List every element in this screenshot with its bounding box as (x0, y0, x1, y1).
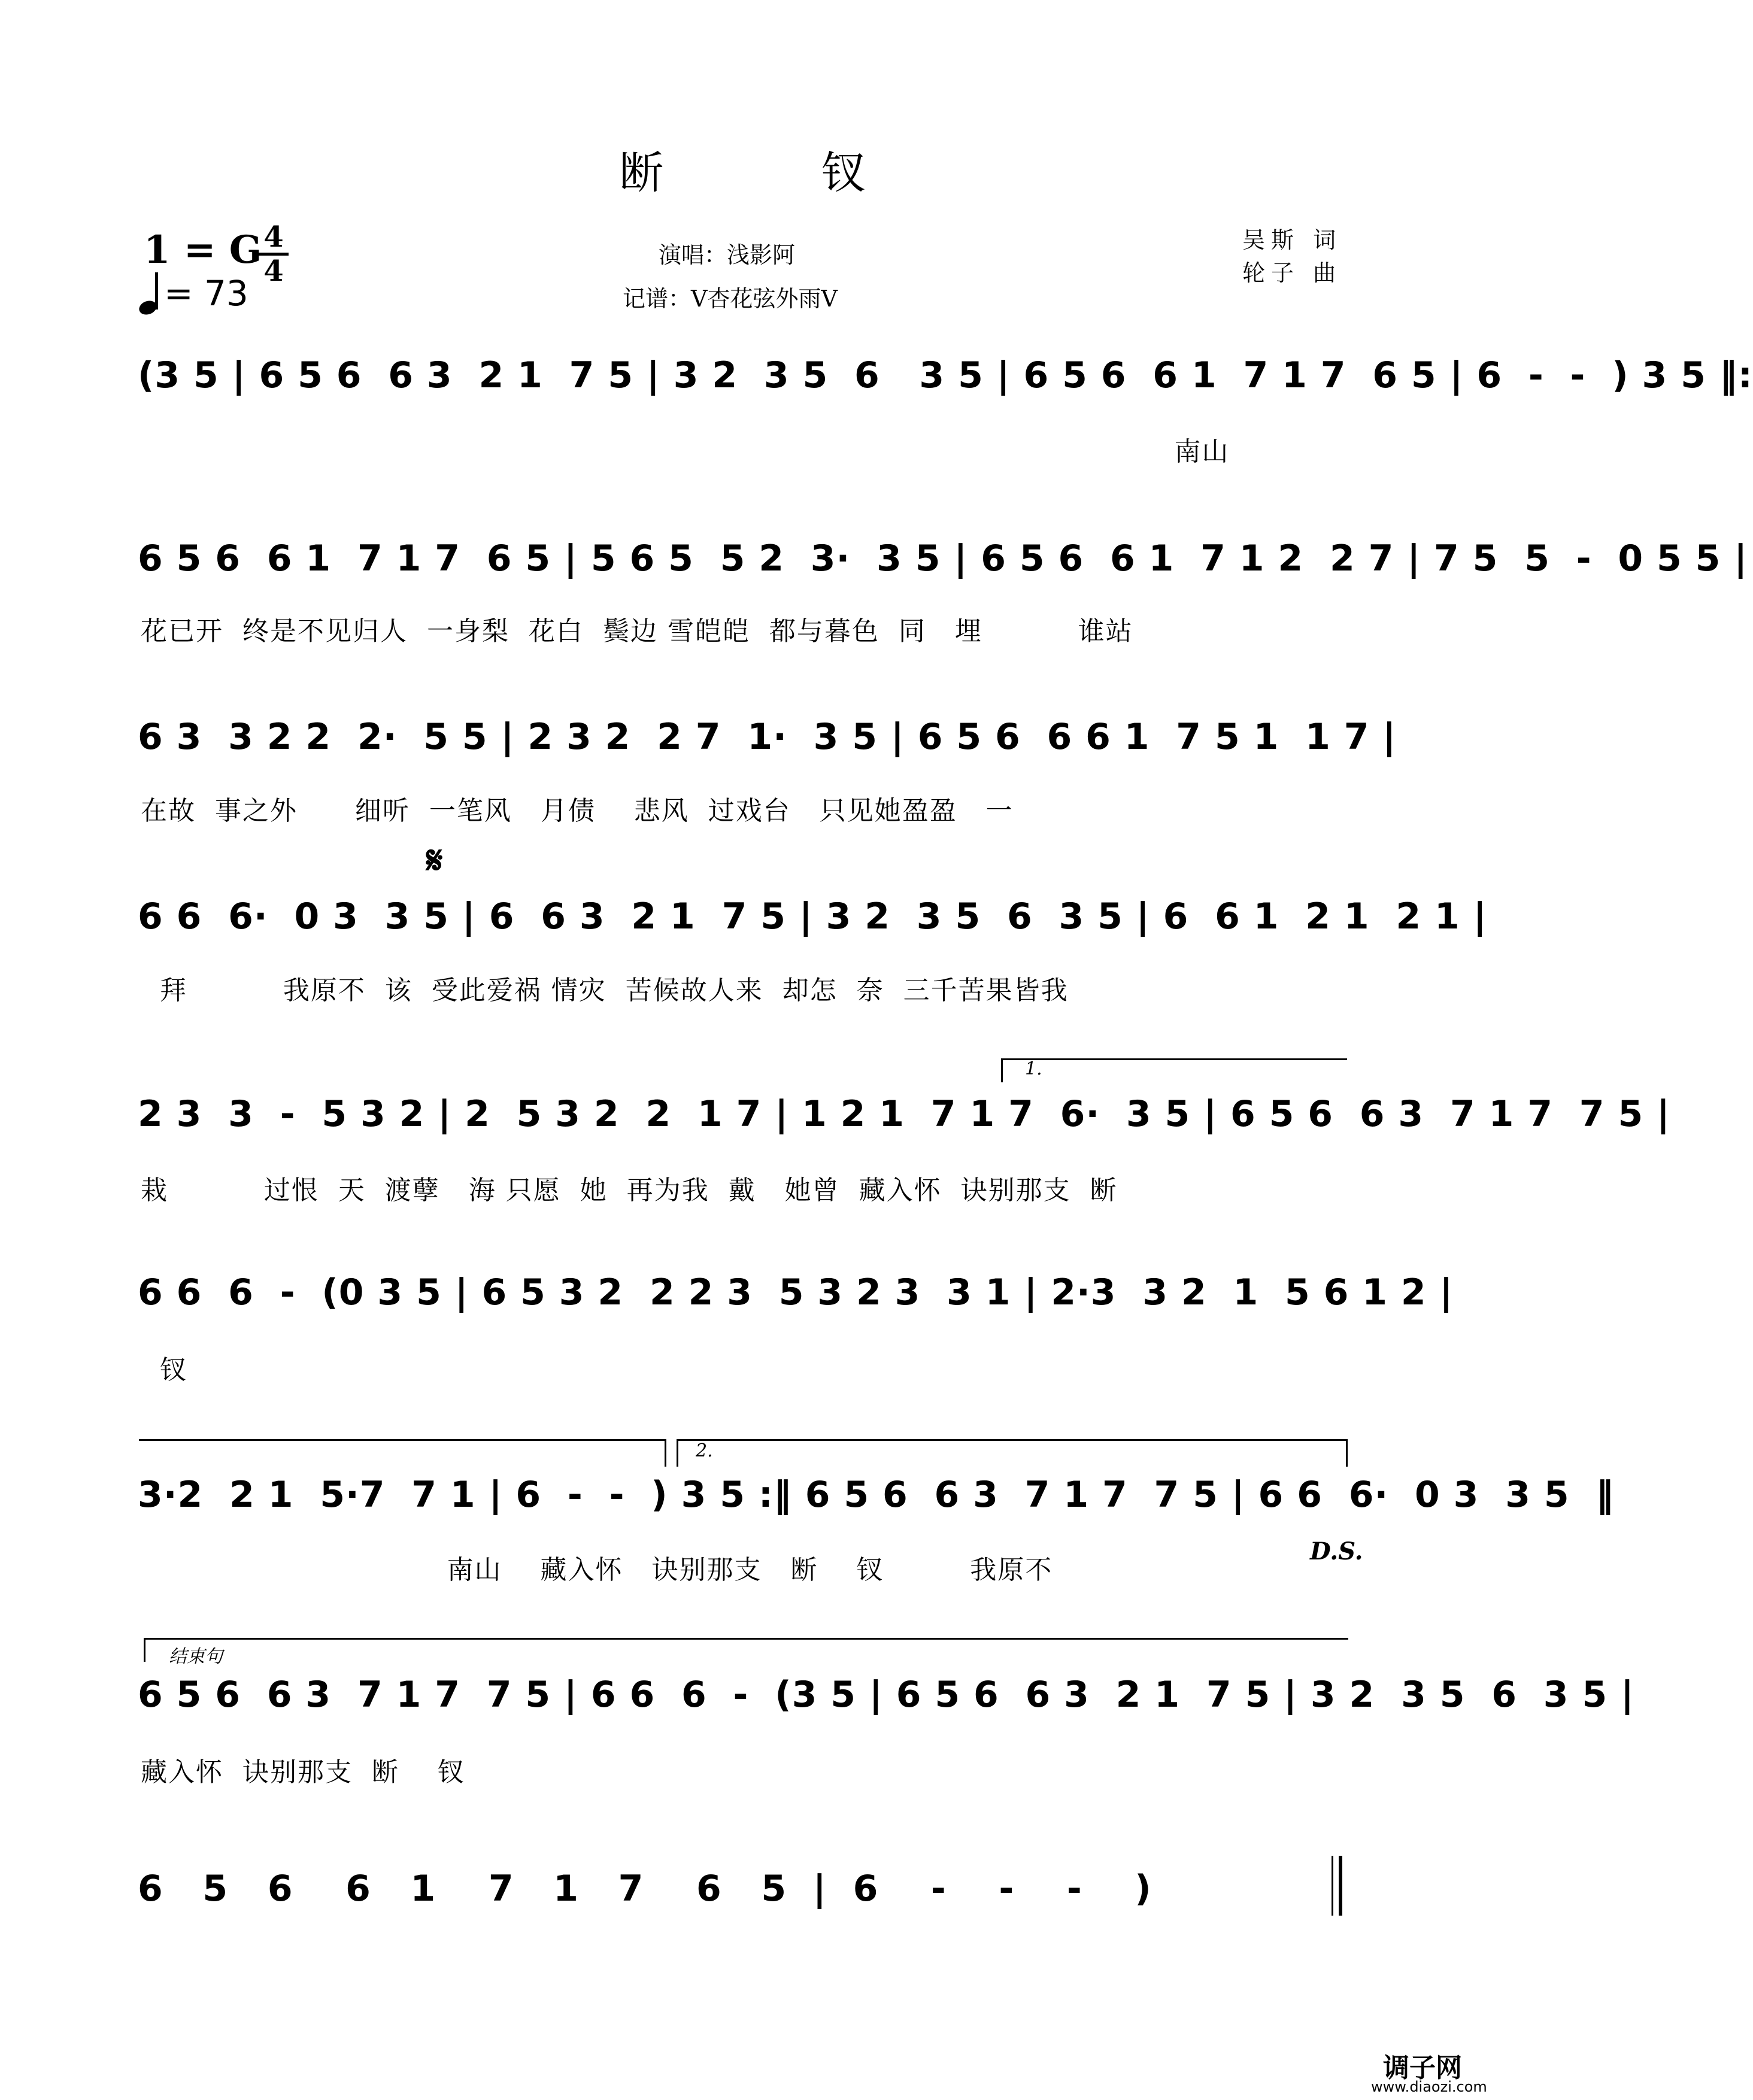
quarter-note-icon (139, 272, 159, 314)
notation-line-3: 6 3 3 2 2 2· 5 5 | 2 3 2 2 7 1· 3 5 | 6 5 6 6 6 1 7 5 1 1 7 | (138, 716, 1397, 758)
lyrics-line-8: 藏入怀 诀别那支 断 钗 (141, 1757, 465, 1788)
notation-line-8: 6 5 6 6 3 7 1 7 7 5 | 6 6 6 - (3 5 | 6 5 6 6 3 2 1 7 5 | 3 2 3 5 6 3 5 | (138, 1674, 1634, 1716)
volta-1-bracket-edge (1001, 1058, 1003, 1082)
volta-2-bracket (677, 1439, 1347, 1441)
volta-1-label: 1. (1025, 1058, 1042, 1079)
notation-line-5: 2 3 3 - 5 3 2 | 2 5 3 2 2 1 7 | 1 2 1 7 1 7 6· 3 5 | 6 5 6 6 3 7 1 7 7 5 | (138, 1093, 1670, 1135)
composer-credit: 轮子 曲 (1242, 260, 1342, 286)
lyrics-line-2: 花已开 终是不见归人 一身梨 花白 鬓边 雪皑皑 都与暮色 同 埋 谁站 (141, 616, 1133, 647)
notation-line-4: 6 6 6· 0 3 3 5 | 6 6 3 2 1 7 5 | 3 2 3 5 6 3 5 | 6 6 1 2 1 2 1 | (138, 896, 1487, 937)
notation-line-1: (3 5 | 6 5 6 6 3 2 1 7 5 | 3 2 3 5 6 3 5 | 6 5 6 6 1 7 1 7 6 5 | 6 - - ) 3 5 ‖: (138, 354, 1753, 396)
ending-bracket-edge (144, 1638, 145, 1662)
tempo-value: = 73 (164, 273, 248, 314)
singer-credit: 演唱：浅影阿 (659, 242, 796, 268)
tempo-marking (139, 272, 248, 314)
notation-line-2: 6 5 6 6 1 7 1 7 6 5 | 5 6 5 5 2 3· 3 5 | 6 5 6 6 1 7 1 2 2 7 | 7 5 5 - 0 5 5 | (138, 538, 1748, 579)
volta-1-end (665, 1439, 666, 1467)
lyrics-line-4: 拜 我原不 该 受此爱祸 情灾 苦候故人来 却怎 奈 三千苦果皆我 (141, 975, 1069, 1006)
lyrics-line-3: 在故 事之外 细听 一笔风 月债 悲风 过戏台 只见她盈盈 一 (141, 796, 1014, 826)
segno-icon: 𝄋 (426, 838, 443, 883)
notation-line-9: 6 5 6 6 1 7 1 7 6 5 | 6 - - - ) (138, 1868, 1152, 1910)
meter-bottom: 4 (263, 254, 284, 288)
volta-2-label: 2. (696, 1440, 713, 1461)
volta-1-continuation (139, 1439, 666, 1441)
volta-1-bracket (1001, 1058, 1347, 1060)
ending-label: 结束句 (169, 1646, 223, 1667)
lyrics-line-7: 南山 藏入怀 诀别那支 断 钗 我原不 (141, 1555, 1053, 1585)
lyrics-line-1: 南山 (141, 436, 1230, 467)
final-barline-thin (1332, 1856, 1333, 1916)
site-logo: 调子网 (1383, 2053, 1462, 2083)
lyricist-credit: 吴斯 词 (1242, 227, 1342, 253)
notation-line-7: 3·2 2 1 5·7 7 1 | 6 - - ) 3 5 :‖ 6 5 6 6 3 7 1 7 7 5 | 6 6 6· 0 3 3 5 ‖ (138, 1474, 1615, 1516)
ending-bracket (144, 1638, 1348, 1640)
dal-segno-mark: D.S. (1310, 1537, 1363, 1565)
notation-line-6: 6 6 6 - (0 3 5 | 6 5 3 2 2 2 3 5 3 2 3 3 1 | 2·3 3 2 1 5 6 1 2 | (138, 1271, 1454, 1313)
lyrics-line-5: 栽 过恨 天 渡孽 海 只愿 她 再为我 戴 她曾 藏入怀 诀别那支 断 (141, 1175, 1118, 1206)
volta-2-bracket-edge (677, 1439, 678, 1467)
time-signature (259, 220, 289, 288)
volta-2-end (1346, 1439, 1348, 1467)
site-url: www.diaozi.com (1371, 2078, 1487, 2095)
lyrics-line-6: 钗 (141, 1355, 187, 1385)
page-title: 断 钗 (619, 147, 938, 199)
meter-top: 4 (263, 220, 284, 254)
key-signature: 1 = G (144, 227, 262, 272)
final-barline-thick (1339, 1856, 1342, 1916)
transcriber-credit: 记谱：V杏花弦外雨V (623, 286, 838, 312)
